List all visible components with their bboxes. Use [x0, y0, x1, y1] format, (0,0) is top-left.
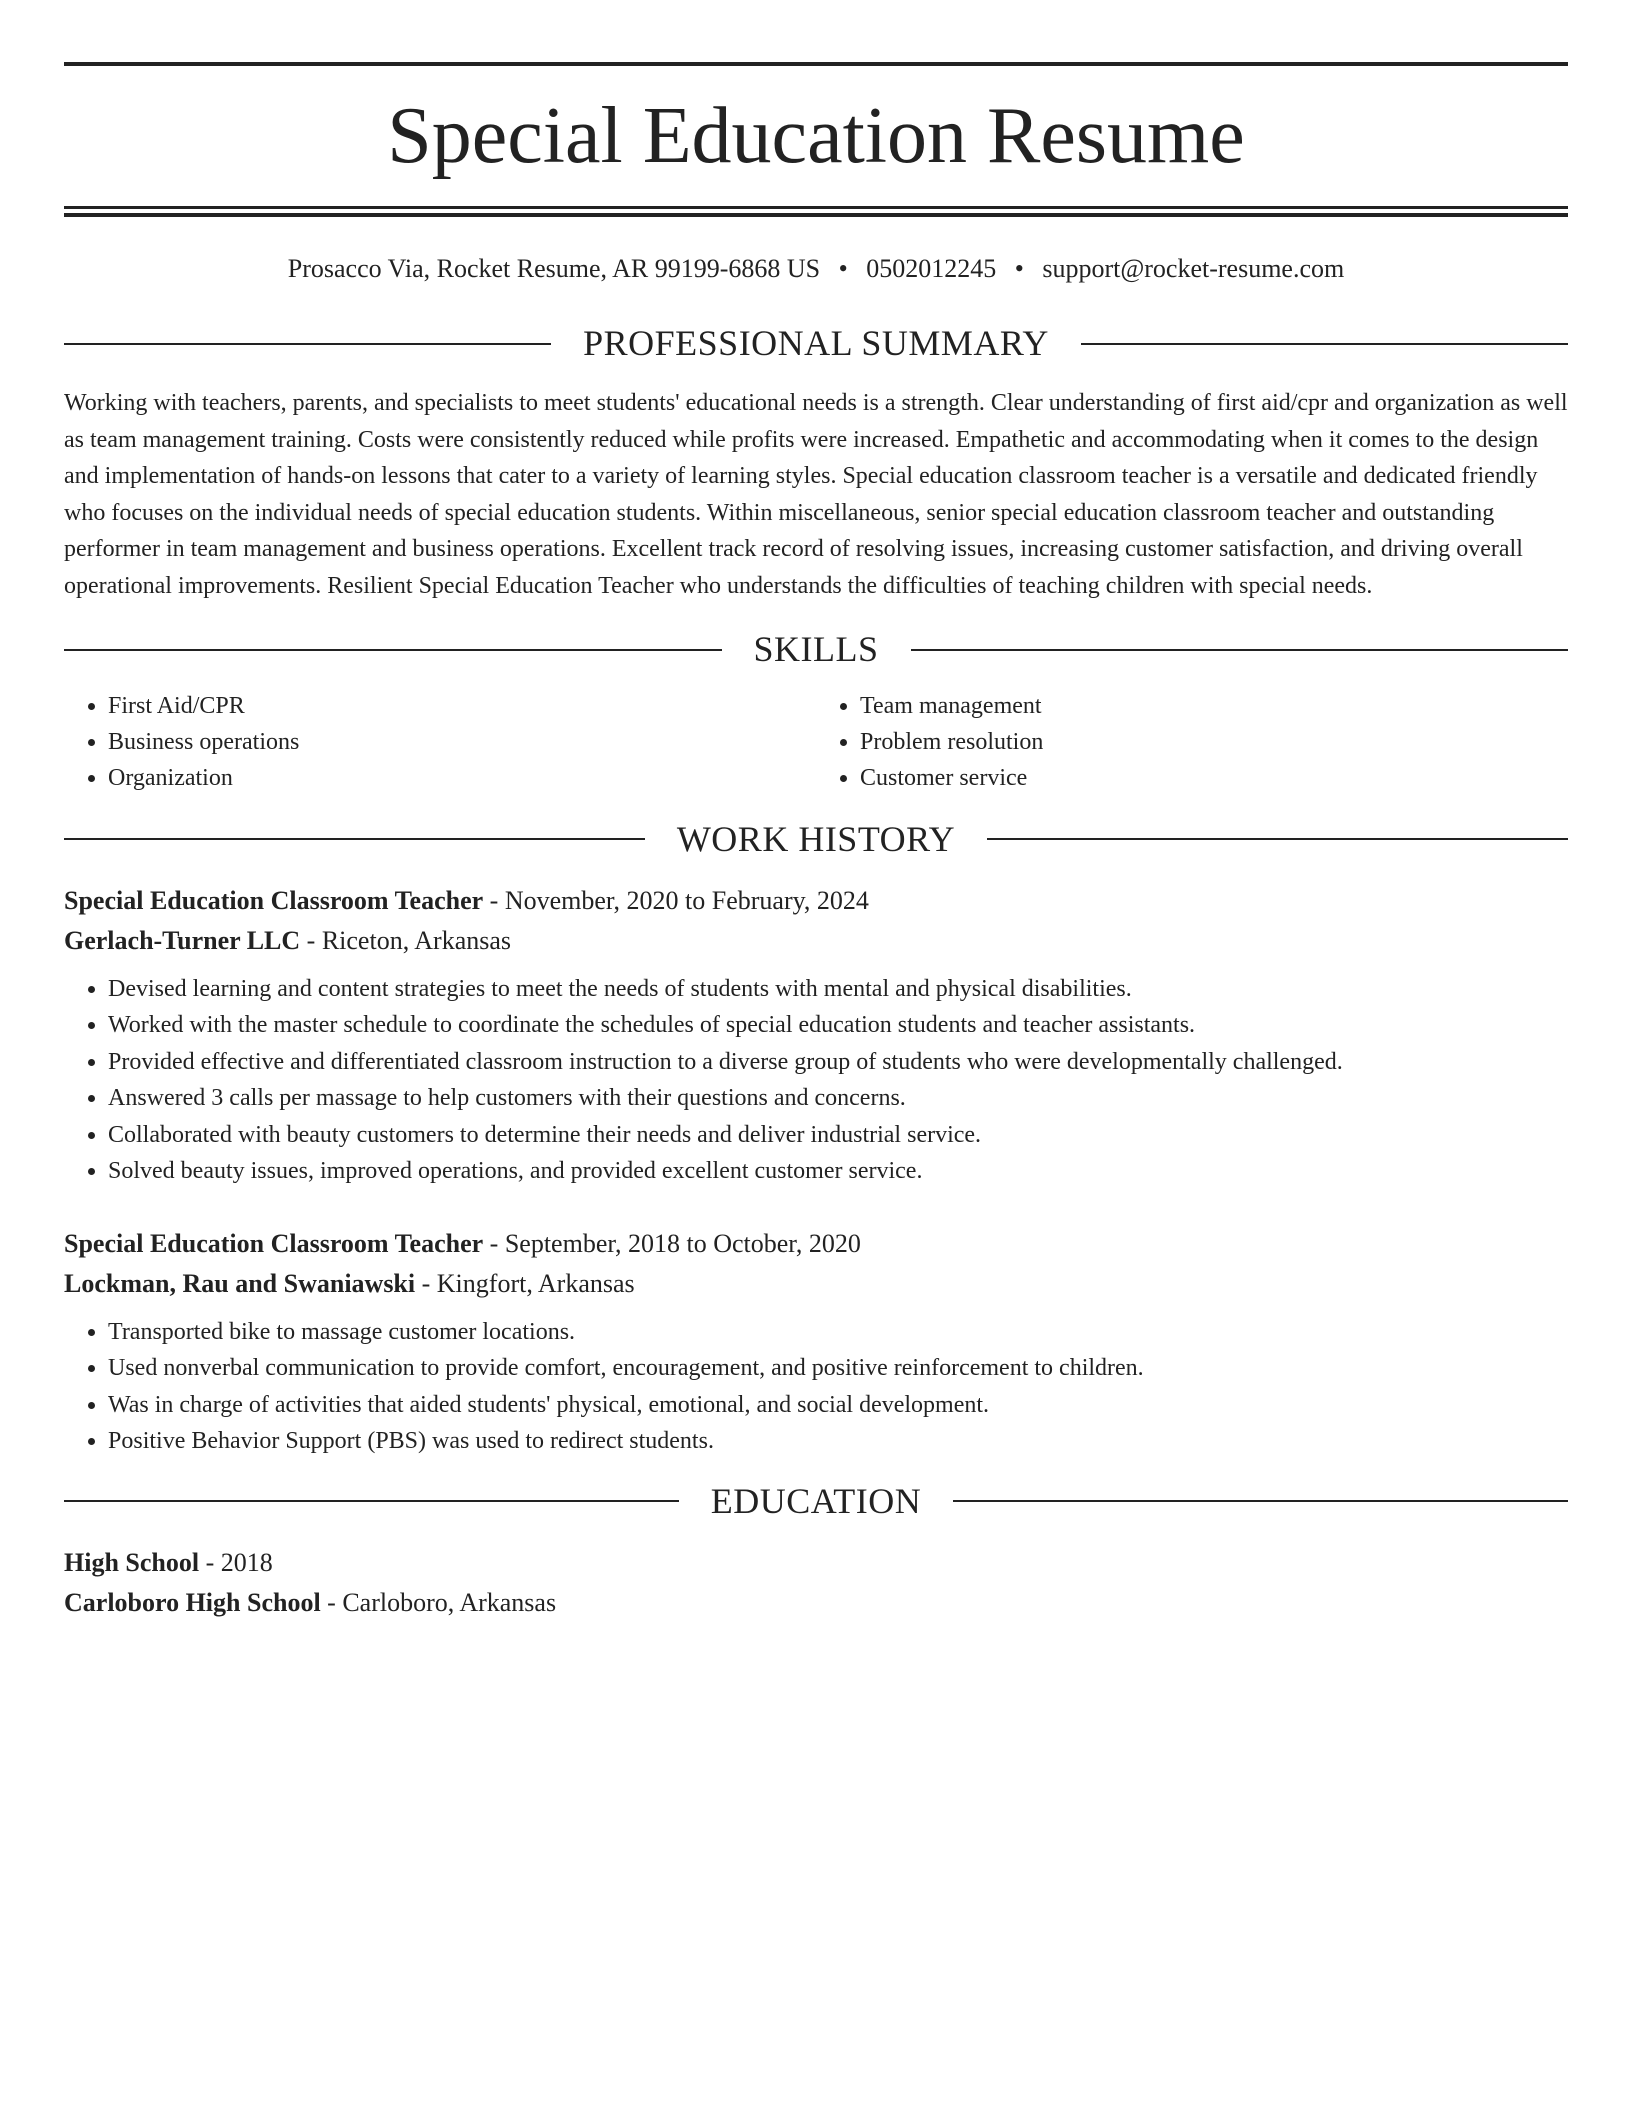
heading-rule-left	[64, 838, 645, 840]
work-heading-label: WORK HISTORY	[676, 818, 956, 859]
heading-rule-left	[64, 649, 722, 651]
heading-rule-left	[64, 343, 551, 345]
heading-rule-right	[987, 838, 1568, 840]
contact-line	[64, 253, 1568, 284]
contact-separator: •	[838, 254, 848, 283]
education-school-line	[64, 1583, 1568, 1623]
job-bullet: • Worked with the master schedule to coordinate the schedules of special education students and teacher assistants.	[108, 1007, 1568, 1044]
work-heading	[64, 818, 1568, 861]
job-employer: Lockman, Rau and Swaniawski	[64, 1268, 416, 1298]
education-degree-line	[64, 1543, 1568, 1583]
title-double-rule	[64, 206, 1568, 217]
skills-heading-label: SKILLS	[753, 629, 879, 670]
heading-rule-right	[953, 1500, 1568, 1502]
skills-column-right	[816, 688, 1568, 796]
job-bullet: • Solved beauty issues, improved operations, and provided excellent customer service.	[108, 1153, 1568, 1190]
job-bullets	[64, 971, 1568, 1190]
job-location: - Riceton, Arkansas	[300, 925, 512, 955]
education-degree: High School	[64, 1547, 200, 1577]
job-title-line	[64, 881, 1568, 921]
skills-heading	[64, 628, 1568, 671]
job-location: - Kingfort, Arkansas	[415, 1268, 635, 1298]
summary-text: Working with teachers, parents, and specialists to meet students' educational needs is a strength. Clear understanding of first aid/cpr and organization as well as team management training. Costs were consistently reduced while profits were increased. Empathetic and accommodating when it comes to the design and implementation of hands-on lessons that cater to a variety of learning styles. Special education classroom teacher is a versatile and dedicated friendly who focuses on the individual needs of special education students. Within miscellaneous, senior special education classroom teacher and outstanding performer in team management and business operations. Excellent track record of resolving issues, increasing customer satisfaction, and driving overall operational improvements. Resilient Special Education Teacher who understands the difficulties of teaching children with special needs.	[64, 390, 1568, 599]
job-employer-line	[64, 1264, 1568, 1304]
education-location: - Carloboro, Arkansas	[320, 1587, 557, 1617]
job-bullet: • Collaborated with beauty customers to determine their needs and deliver industrial service.	[108, 1117, 1568, 1154]
job-employer-line	[64, 921, 1568, 961]
skill-item: • Team management	[860, 688, 1568, 724]
heading-rule-right	[911, 649, 1569, 651]
skill-item: • Problem resolution	[860, 724, 1568, 760]
job-bullet: • Positive Behavior Support (PBS) was used to redirect students.	[108, 1423, 1568, 1460]
contact-address: Prosacco Via, Rocket Resume, AR 99199-6868 US	[287, 254, 821, 283]
job-entry	[64, 1224, 1568, 1460]
summary-heading	[64, 322, 1568, 365]
job-title-line	[64, 1224, 1568, 1264]
education-heading	[64, 1480, 1568, 1523]
top-rule	[64, 62, 1568, 66]
job-dates: - September, 2018 to October, 2020	[483, 1228, 861, 1258]
job-title: Special Education Classroom Teacher	[64, 1228, 484, 1258]
education-entry	[64, 1543, 1568, 1623]
job-bullet: • Transported bike to massage customer locations.	[108, 1314, 1568, 1351]
contact-separator: •	[1014, 254, 1024, 283]
skill-item: • Organization	[108, 760, 816, 796]
education-heading-label: EDUCATION	[710, 1480, 922, 1521]
contact-phone: 0502012245	[866, 254, 997, 283]
skill-item: • First Aid/CPR	[108, 688, 816, 724]
job-bullet: • Devised learning and content strategies to meet the needs of students with mental and physical disabilities.	[108, 971, 1568, 1008]
education-year: - 2018	[199, 1547, 273, 1577]
skill-item: • Customer service	[860, 760, 1568, 796]
summary-heading-label: PROFESSIONAL SUMMARY	[583, 323, 1049, 364]
heading-rule-left	[64, 1500, 679, 1502]
job-bullet: • Used nonverbal communication to provide comfort, encouragement, and positive reinforcement to children.	[108, 1350, 1568, 1387]
job-bullets	[64, 1314, 1568, 1460]
contact-email: support@rocket-resume.com	[1042, 254, 1345, 283]
job-bullet: • Answered 3 calls per massage to help customers with their questions and concerns.	[108, 1080, 1568, 1117]
resume-title: Special Education Resume	[387, 92, 1245, 180]
skill-item: • Business operations	[108, 724, 816, 760]
job-title: Special Education Classroom Teacher	[64, 885, 484, 915]
resume-page	[64, 0, 1568, 1623]
job-bullet: • Provided effective and differentiated classroom instruction to a diverse group of students who were developmentally challenged.	[108, 1044, 1568, 1081]
job-bullet: • Was in charge of activities that aided students' physical, emotional, and social development.	[108, 1387, 1568, 1424]
job-employer: Gerlach-Turner LLC	[64, 925, 301, 955]
heading-rule-right	[1081, 343, 1568, 345]
education-school: Carloboro High School	[64, 1587, 321, 1617]
skills-column-left	[64, 688, 816, 796]
job-dates: - November, 2020 to February, 2024	[483, 885, 869, 915]
job-entry	[64, 881, 1568, 1190]
skills-list	[64, 688, 1568, 796]
